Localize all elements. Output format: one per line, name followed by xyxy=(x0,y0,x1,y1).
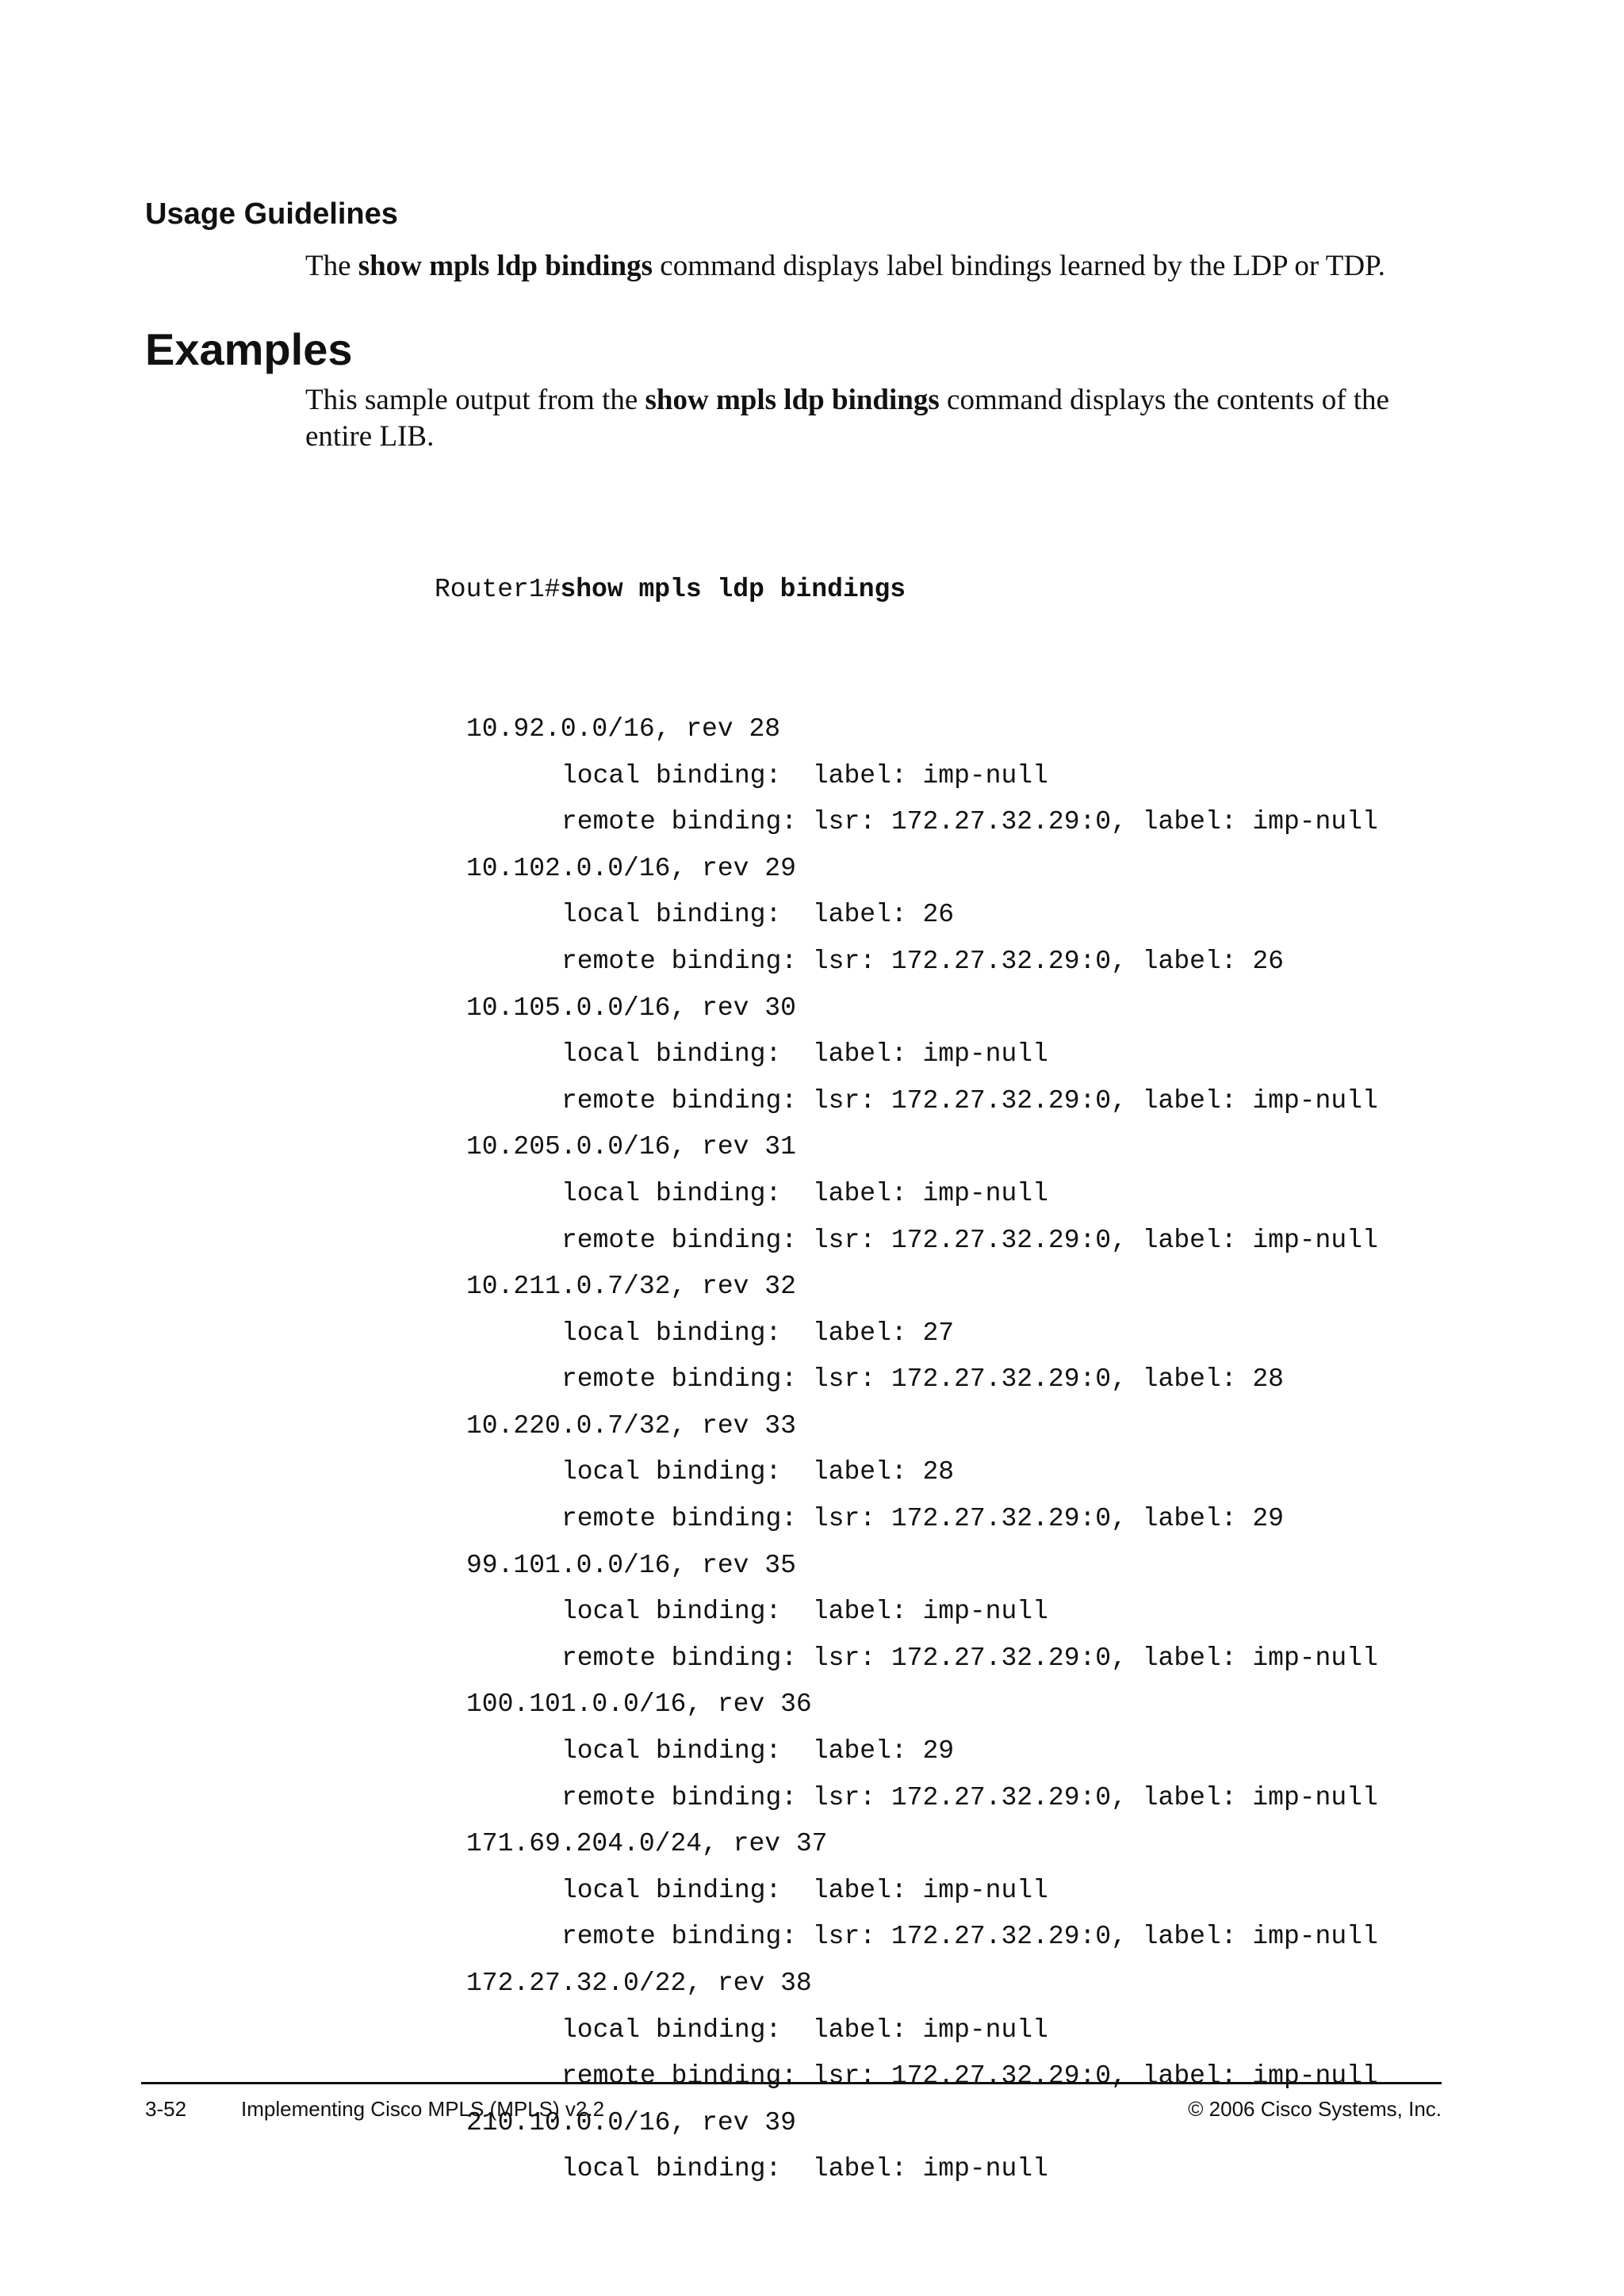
usage-paragraph xyxy=(305,243,1447,290)
usage-text-post: command displays label bindings learned by the LDP or TDP. xyxy=(653,250,1385,282)
examples-text-post: command displays the contents of the entire LIB. xyxy=(305,384,1389,453)
binding-line: remote binding: lsr: 172.27.32.29:0, label: imp-null xyxy=(561,1922,1378,1952)
binding-line: local binding: label: 29 xyxy=(561,1736,955,1766)
binding-line: local binding: label: imp-null xyxy=(561,1597,1048,1627)
examples-heading: Examples xyxy=(145,324,353,374)
prefix-line: 172.27.32.0/22, rev 38 xyxy=(466,1969,812,1998)
prompt-line xyxy=(435,567,1378,614)
prefix-line: 10.102.0.0/16, rev 29 xyxy=(466,853,796,883)
output-lines xyxy=(435,706,1378,2193)
prefix-line: 10.220.0.7/32, rev 33 xyxy=(466,1410,796,1441)
prompt: Router1# xyxy=(435,575,561,605)
usage-text-pre: The xyxy=(305,250,358,282)
prefix-line: 10.211.0.7/32, rev 32 xyxy=(466,1272,796,1302)
binding-line: remote binding: lsr: 172.27.32.29:0, label: imp-null xyxy=(561,1085,1378,1115)
examples-command: show mpls ldp bindings xyxy=(645,384,940,416)
prefix-line: 99.101.0.0/16, rev 35 xyxy=(466,1550,796,1580)
binding-line: local binding: label: imp-null xyxy=(561,1178,1048,1208)
prefix-line: 171.69.204.0/24, rev 37 xyxy=(466,1829,828,1859)
prefix-line: 10.205.0.0/16, rev 31 xyxy=(466,1132,796,1162)
examples-text-pre: This sample output from the xyxy=(305,384,645,416)
footer-title: Implementing Cisco MPLS (MPLS) v2.2 xyxy=(241,2097,605,2121)
binding-line: remote binding: lsr: 172.27.32.29:0, label: 26 xyxy=(561,946,1284,976)
footer-rule xyxy=(141,2082,1442,2084)
prefix-line: 10.92.0.0/16, rev 28 xyxy=(466,714,781,744)
terminal-output xyxy=(435,474,1378,2240)
binding-line: remote binding: lsr: 172.27.32.29:0, label: imp-null xyxy=(561,1225,1378,1255)
usage-command: show mpls ldp bindings xyxy=(358,250,653,282)
binding-line: local binding: label: 27 xyxy=(561,1318,955,1348)
binding-line: remote binding: lsr: 172.27.32.29:0, label: imp-null xyxy=(561,807,1378,837)
binding-line: local binding: label: 28 xyxy=(561,1457,955,1487)
binding-line: local binding: label: imp-null xyxy=(561,760,1048,790)
binding-line: local binding: label: 26 xyxy=(561,900,955,930)
footer-copyright: © 2006 Cisco Systems, Inc. xyxy=(1188,2097,1442,2121)
typed-command: show mpls ldp bindings xyxy=(560,575,906,605)
usage-guidelines-heading: Usage Guidelines xyxy=(145,197,398,231)
page-number: 3-52 xyxy=(145,2097,187,2121)
binding-line: local binding: label: imp-null xyxy=(561,1039,1048,1070)
examples-paragraph xyxy=(305,382,1447,455)
binding-line: remote binding: lsr: 172.27.32.29:0, label: imp-null xyxy=(561,2061,1378,2091)
binding-line: remote binding: lsr: 172.27.32.29:0, label: 28 xyxy=(561,1364,1284,1395)
prefix-line: 10.105.0.0/16, rev 30 xyxy=(466,993,796,1023)
binding-line: remote binding: lsr: 172.27.32.29:0, label: 29 xyxy=(561,1504,1284,1534)
binding-line: remote binding: lsr: 172.27.32.29:0, label: imp-null xyxy=(561,1643,1378,1673)
binding-line: local binding: label: imp-null xyxy=(561,1875,1048,1905)
prefix-line: 210.10.0.0/16, rev 39 xyxy=(466,2107,796,2137)
binding-line: local binding: label: imp-null xyxy=(561,2015,1048,2045)
binding-line: local binding: label: imp-null xyxy=(561,2154,1048,2184)
binding-line: remote binding: lsr: 172.27.32.29:0, label: imp-null xyxy=(561,1782,1378,1812)
prefix-line: 100.101.0.0/16, rev 36 xyxy=(466,1689,812,1720)
